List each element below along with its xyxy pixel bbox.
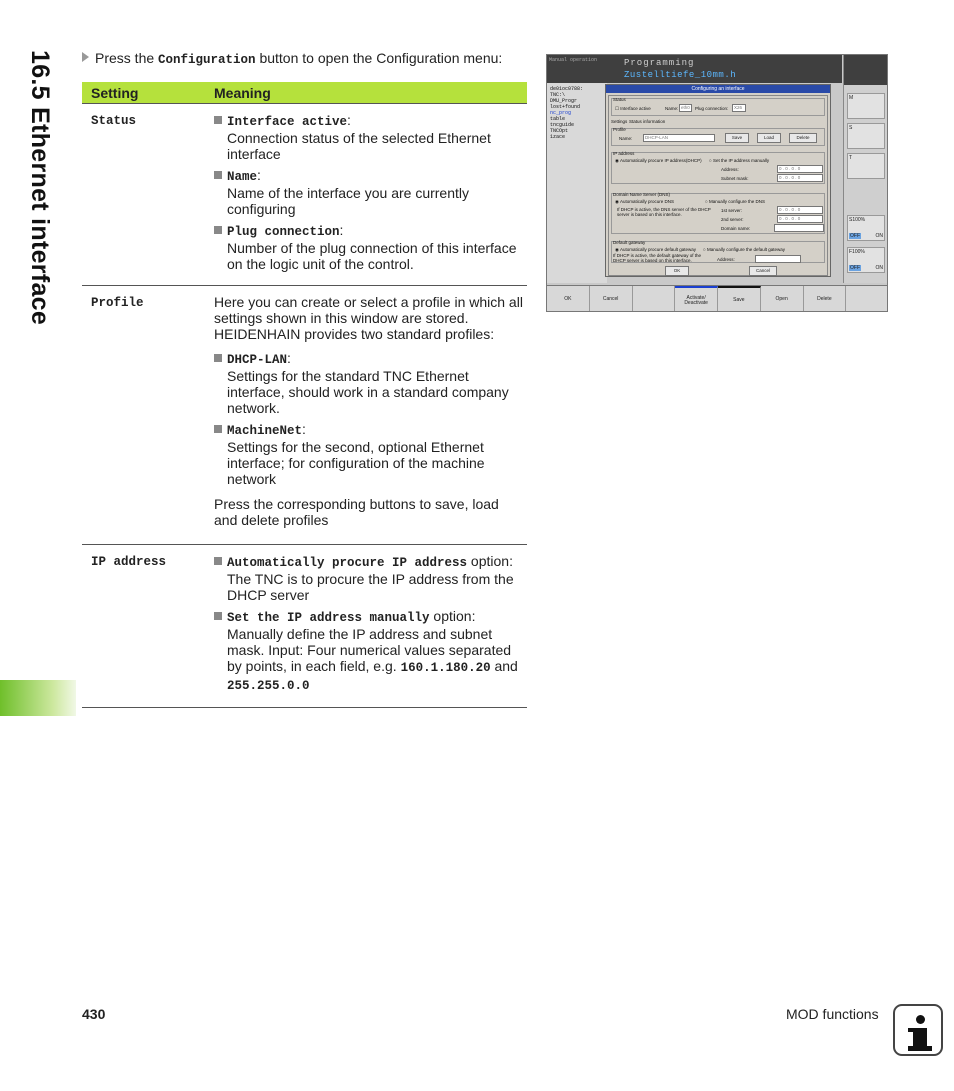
dns-manual-radio[interactable]: ○ <box>705 199 709 204</box>
setting-name: Status <box>91 114 137 128</box>
list-item: Plug connection: Number of the plug connection of this interface on the logic unit of the control. <box>214 222 523 272</box>
table-header <box>82 82 527 104</box>
ip-manual-radio[interactable]: ○ <box>709 158 713 163</box>
softkey-ok[interactable]: OK <box>547 286 590 312</box>
info-icon <box>893 1004 943 1056</box>
softkey-save[interactable]: Save <box>718 286 761 312</box>
gateway-manual-radio[interactable]: ○ <box>703 247 707 252</box>
softkey-empty[interactable] <box>633 286 676 312</box>
feed-override: F100% OFF ON <box>849 249 883 271</box>
softkey-delete[interactable]: Delete <box>804 286 847 312</box>
settings-table <box>82 82 527 708</box>
softkey-open[interactable]: Open <box>761 286 804 312</box>
profile-load-button[interactable]: Load <box>757 133 781 143</box>
page-number: 430 <box>82 1006 106 1022</box>
dialog-ok-button[interactable]: OK <box>665 266 689 276</box>
list-item: MachineNet: Settings for the second, optional Ethernet interface; for configuration of the machine network <box>214 421 523 487</box>
intro-instruction: Press the Configuration button to open the Configuration menu: <box>82 50 502 67</box>
setting-meaning <box>205 553 527 699</box>
softkey-empty[interactable] <box>846 286 888 312</box>
chapter-title-text: 16.5 Ethernet interface <box>26 50 54 326</box>
interface-active-checkbox[interactable]: ☐ <box>615 106 621 111</box>
softkey-activate[interactable]: Activate/ Deactivate <box>675 286 718 312</box>
dialog-cancel-button[interactable]: Cancel <box>749 266 777 276</box>
setting-name: Profile <box>91 296 144 310</box>
profile-delete-button[interactable]: Delete <box>789 133 817 143</box>
configuration-button-ref: Configuration <box>158 53 256 67</box>
table-row-status <box>82 104 527 286</box>
setting-name: IP address <box>91 555 167 569</box>
file-tree: de01oc0788: TNC:\ DMU_Progr lost+found nc_prog table tncguide TNCOpt 1zace <box>547 83 607 283</box>
list-item: DHCP-LAN: Settings for the standard TNC Ethernet interface, should work in a standard company network. <box>214 350 523 416</box>
spindle-override: S100% OFF ON <box>849 217 883 239</box>
setting-meaning: Here you can create or select a profile in which all settings shown in this window are stored. HEIDENHAIN provides two standard profiles: DHCP-LAN: Settings for the standard TNC Ethernet interface, should work in a standard company network. MachineNet: Settings for the second, optional Ethernet interface; for configuration of the machine network Press the corresponding buttons to save, load and delete profiles <box>214 294 523 528</box>
gateway-auto-radio[interactable]: ◉ <box>615 247 620 252</box>
softkey-row <box>547 285 888 312</box>
softkey-cancel[interactable]: Cancel <box>590 286 633 312</box>
tnc-screenshot <box>546 54 888 312</box>
screen-header: Manual operation Programming Zustelltiefe_10mm.h <box>547 55 842 83</box>
table-row-profile <box>82 286 527 545</box>
list-item: Interface active: Connection status of the selected Ethernet interface <box>214 112 523 162</box>
header-meaning: Meaning <box>214 84 271 101</box>
ip-auto-radio[interactable]: ◉ <box>615 158 620 163</box>
list-item: Automatically procure IP address option: The TNC is to procure the IP address from the DHCP server <box>214 553 523 603</box>
setting-meaning <box>205 112 527 277</box>
header-setting: Setting <box>91 84 139 101</box>
bullet-arrow-icon <box>82 52 89 62</box>
list-item: Name: Name of the interface you are currently configuring <box>214 167 523 217</box>
dns-auto-radio[interactable]: ◉ <box>615 199 620 204</box>
table-row-ip-address <box>82 545 527 708</box>
chapter-side-title <box>8 40 56 340</box>
configure-interface-dialog: Configuring an interface Status ☐ Interface active Name: eth0 Plug connection: X26 Settings Status information Profile Name: DHCP-LAN Save Load Delete IP address ◉ Automatically procure IP address(DHCP) ○ Set the IP address manually Address: 0 . 0 . 0 . 0 Subnet mask: 0 . 0 . 0 . 0 Domain Name Server (DNS) ◉ Automatically procure DNS ○ Manually configure the DNS If DHCP is active, the DNS server of the DHCP server is based on this interface. 1st server: 0 . 0 . 0 . 0 2nd server: 0 . 0 . 0 . 0 Domain name: Default gateway ◉ Automatically procure default gateway ○ Manually configure the default gateway If DHCP is active, the default gateway of the DHCP server is based on this interface. Address: OK Cancel <box>605 84 831 277</box>
profile-save-button[interactable]: Save <box>725 133 749 143</box>
section-label: MOD functions <box>786 1006 879 1022</box>
chapter-tab-marker <box>0 680 76 716</box>
list-item: Set the IP address manually option: Manually define the IP address and subnet mask. Input: Four numerical values separated by points, in each field, e.g. 160.1.180.20 and 255.255.0.0 <box>214 608 523 694</box>
status-panel: M S T S100% OFF ON F100% OFF ON <box>843 55 888 283</box>
